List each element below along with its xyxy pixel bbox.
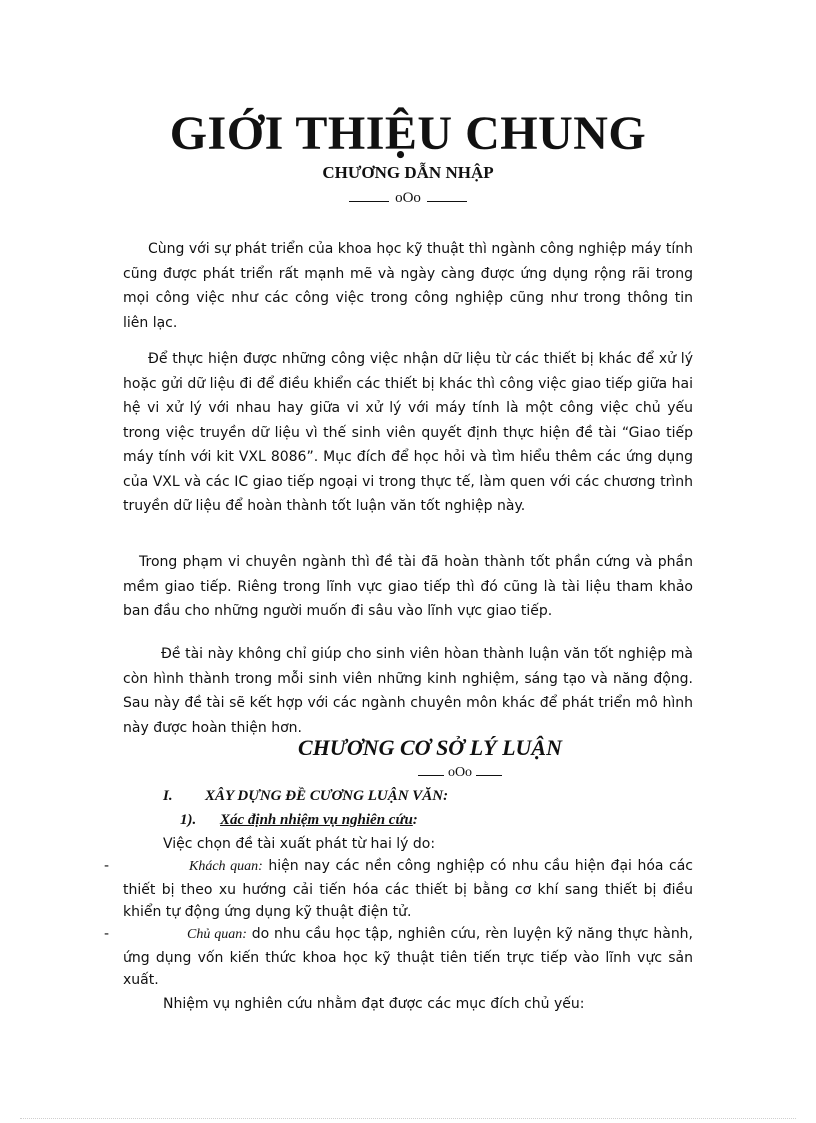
- separator-line-right: [476, 775, 502, 776]
- reason-objective: [123, 855, 693, 924]
- section-number: I.: [163, 788, 173, 804]
- chapter-separator: [0, 765, 816, 781]
- paragraph-4: Đề tài này không chỉ giúp cho sinh viên hòan thành luận văn tốt nghiệp mà còn hình thành trong mỗi sinh viên những kinh nghiệm, sáng tạo và năng động. Sau này đề tài sẽ kết hợp với các ngành chuyên môn khác để phát triển mô hình này được hoàn thiện hơn.: [123, 646, 693, 736]
- reason-subjective: [123, 923, 693, 992]
- paragraph-3: Trong phạm vi chuyên ngành thì đề tài đã hoàn thành tốt phần cứng và phần mềm giao tiếp. Riêng trong lĩnh vực giao tiếp thì đó cũng là tài liệu tham khảo ban đầu cho những người muốn đi sâu vào lĩnh vực giao tiếp.: [123, 554, 693, 619]
- section-title: XÂY DỰNG ĐỀ CƯƠNG LUẬN VĂN:: [205, 788, 449, 804]
- bullet-dash: -: [104, 858, 110, 874]
- reason-label: Khách quan:: [189, 859, 263, 874]
- ornament-separator: [0, 190, 816, 207]
- chapter-subtitle: CHƯƠNG DẪN NHẬP: [322, 163, 494, 182]
- chapter-heading: CHƯƠNG CƠ SỞ LÝ LUẬN: [298, 735, 562, 760]
- reason-label: Chủ quan:: [187, 927, 247, 942]
- reason-text: hiện nay các nền công nghiệp có nhu cầu hiện đại hóa các thiết bị theo xu hướng cải tiến hóa các thiết bị bằng cơ khí sang thiết bị điều khiển tự động ứng dụng kỹ thuật điện tử.: [123, 858, 694, 920]
- separator-line-left: [349, 201, 389, 202]
- subsection-title: Xác định nhiệm vụ nghiên cứu: [220, 812, 413, 828]
- page-title: GIỚI THIỆU CHUNG: [169, 107, 647, 160]
- separator-line-left: [418, 775, 444, 776]
- separator-text: oOo: [447, 765, 473, 780]
- intro-line: Việc chọn đề tài xuất phát từ hai lý do:: [163, 836, 436, 852]
- separator-text: oOo: [395, 190, 421, 206]
- subsection-heading: [180, 812, 418, 829]
- subsection-colon: :: [412, 812, 418, 828]
- page-bottom-divider: [20, 1118, 796, 1119]
- closing-line: Nhiệm vụ nghiên cứu nhằm đạt được các mục đích chủ yếu:: [163, 996, 585, 1012]
- paragraph-2: Để thực hiện được những công việc nhận dữ liệu từ các thiết bị khác để xử lý hoặc gửi dữ liệu đi để điều khiển các thiết bị khác thì công việc giao tiếp giữa hai hệ vi xử lý với nhau hay giữa vi xử lý với máy tính là một công việc chủ yếu trong việc truyền dữ liệu vì thế sinh viên quyết định thực hiện đề tài “Giao tiếp máy tính với kit VXL 8086”. Mục đích để học hỏi và tìm hiểu thêm các ứng dụng của VXL và các IC giao tiếp ngoại vi trong thực tế, làm quen với các chương trình truyền dữ liệu để hoàn thành tốt luận văn tốt nghiệp này.: [123, 351, 693, 514]
- section-heading: [163, 788, 448, 805]
- reason-text: do nhu cầu học tập, nghiên cứu, rèn luyện kỹ năng thực hành, ứng dụng vốn kiến thức khoa học kỹ thuật tiên tiến trực tiếp vào lĩnh vực sản xuất.: [123, 926, 694, 988]
- subsection-number: 1).: [180, 812, 197, 828]
- bullet-dash: -: [104, 926, 110, 942]
- separator-line-right: [427, 201, 467, 202]
- paragraph-1: Cùng với sự phát triển của khoa học kỹ thuật thì ngành công nghiệp máy tính cũng được phát triển rất mạnh mẽ và ngày càng được ứng dụng rộng rãi trong mọi công việc như các công việc trong công nghiệp cũng như trong thông tin liên lạc.: [123, 241, 693, 331]
